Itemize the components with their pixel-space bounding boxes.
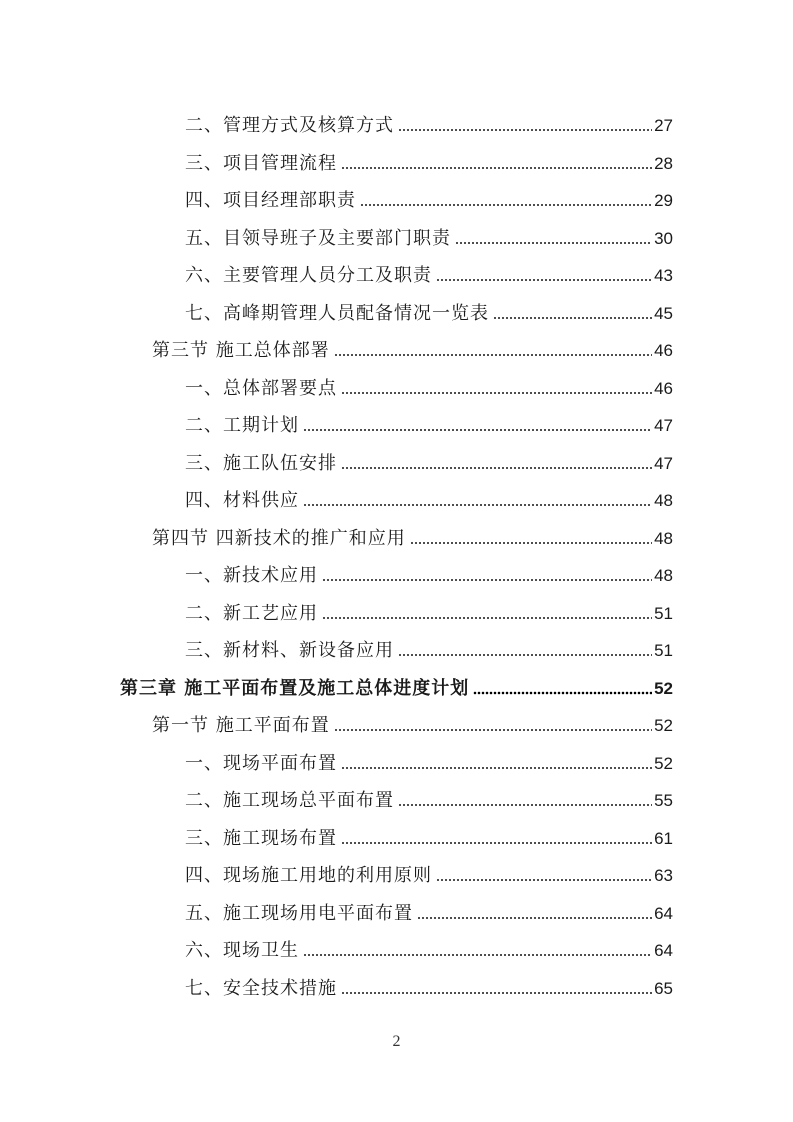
toc-entry[interactable]	[185, 363, 673, 400]
toc-entry[interactable]	[185, 888, 673, 925]
toc-leader-dots	[322, 616, 652, 620]
toc-entry[interactable]	[152, 700, 673, 737]
toc-entry[interactable]	[185, 738, 673, 775]
toc-entry-page: 28	[654, 153, 673, 173]
toc-entry-label: 二、新工艺应用	[185, 602, 318, 624]
toc-entry-page: 47	[654, 416, 673, 435]
toc-entry-label: 二、施工现场总平面布置	[185, 790, 394, 811]
toc-entry-page: 47	[654, 453, 673, 473]
toc-entry[interactable]	[185, 138, 673, 175]
toc-entry[interactable]	[185, 550, 673, 587]
toc-leader-dots	[436, 878, 652, 882]
toc-entry-page: 52	[654, 753, 673, 773]
toc-leader-dots	[341, 166, 652, 170]
toc-entry-page: 46	[654, 378, 673, 398]
toc-entry[interactable]	[120, 663, 673, 700]
toc-entry[interactable]	[185, 925, 673, 962]
toc-entry-page: 51	[654, 603, 673, 623]
toc-entry[interactable]	[185, 625, 673, 662]
toc-entry-page: 46	[654, 341, 673, 360]
toc-entry-label: 六、现场卫生	[185, 940, 299, 961]
toc-leader-dots	[417, 916, 652, 920]
toc-leader-dots	[341, 991, 652, 995]
toc-entry-page: 52	[654, 678, 673, 698]
toc-leader-dots	[341, 841, 652, 845]
toc-leader-dots	[410, 541, 652, 545]
toc-entry-page: 61	[654, 828, 673, 848]
toc-entry-page: 52	[654, 716, 673, 735]
toc-entry-page: 55	[654, 791, 673, 810]
toc-entry-label: 第一节 施工平面布置	[152, 715, 330, 736]
toc-entry-label: 七、高峰期管理人员配备情况一览表	[185, 302, 489, 324]
toc-leader-dots	[334, 353, 652, 357]
toc-entry-label: 一、总体部署要点	[185, 377, 337, 399]
toc-entry[interactable]	[152, 513, 673, 550]
toc-entry[interactable]	[185, 213, 673, 250]
toc-leader-dots	[334, 728, 652, 732]
toc-entry-label: 四、项目经理部职责	[185, 190, 356, 211]
toc-leader-dots	[303, 428, 652, 432]
toc-entry-label: 三、施工队伍安排	[185, 452, 337, 474]
toc-entry[interactable]	[185, 288, 673, 325]
toc-entry-label: 五、目领导班子及主要部门职责	[185, 227, 451, 249]
toc-leader-dots	[436, 278, 652, 282]
toc-entry-label: 一、现场平面布置	[185, 752, 337, 774]
toc-entry-page: 51	[654, 641, 673, 660]
toc-entry[interactable]	[185, 813, 673, 850]
toc-entry[interactable]	[185, 775, 673, 812]
toc-entry[interactable]	[185, 100, 673, 137]
toc-entry-label: 四、现场施工用地的利用原则	[185, 865, 432, 886]
toc-entry-label: 五、施工现场用电平面布置	[185, 902, 413, 924]
toc-entry[interactable]	[185, 175, 673, 212]
toc-entry[interactable]	[185, 250, 673, 287]
toc-entry-label: 二、管理方式及核算方式	[185, 115, 394, 136]
toc-entry-label: 三、项目管理流程	[185, 152, 337, 174]
toc-entry-page: 65	[654, 978, 673, 998]
toc-entry-page: 30	[654, 228, 673, 248]
toc-entry-label: 三、新材料、新设备应用	[185, 640, 394, 661]
toc-entry-label: 二、工期计划	[185, 415, 299, 436]
toc-leader-dots	[473, 691, 652, 695]
toc-leader-dots	[341, 766, 652, 770]
toc-leader-dots	[360, 203, 652, 207]
toc-entry-page: 45	[654, 303, 673, 323]
toc-entry-label: 七、安全技术措施	[185, 977, 337, 999]
toc-entry-label: 三、施工现场布置	[185, 827, 337, 849]
toc-entry-page: 48	[654, 491, 673, 510]
toc-leader-dots	[322, 578, 652, 582]
toc-entry-page: 63	[654, 866, 673, 885]
toc-entry[interactable]	[185, 850, 673, 887]
toc-leader-dots	[455, 241, 652, 245]
toc-entry-page: 64	[654, 941, 673, 960]
toc-entry-label: 第三节 施工总体部署	[152, 340, 330, 361]
toc-entry-page: 43	[654, 266, 673, 285]
toc-leader-dots	[303, 953, 652, 957]
toc-entry[interactable]	[185, 963, 673, 1000]
toc-entry-label: 第三章 施工平面布置及施工总体进度计划	[120, 677, 470, 699]
toc-leader-dots	[341, 466, 652, 470]
toc-entry[interactable]	[185, 475, 673, 512]
toc-leader-dots	[493, 316, 652, 320]
toc-entry-label: 四、材料供应	[185, 490, 299, 511]
toc-entry[interactable]	[185, 400, 673, 437]
toc-entry-label: 一、新技术应用	[185, 565, 318, 586]
toc-leader-dots	[341, 391, 652, 395]
toc-entry-page: 64	[654, 903, 673, 923]
toc-entry[interactable]	[185, 438, 673, 475]
toc-entry-page: 48	[654, 528, 673, 548]
toc-entry[interactable]	[152, 325, 673, 362]
toc-leader-dots	[303, 503, 652, 507]
toc-entry-page: 29	[654, 191, 673, 210]
toc-entry[interactable]	[185, 588, 673, 625]
page-number: 2	[392, 1033, 401, 1050]
toc-leader-dots	[398, 653, 652, 657]
toc-entry-label: 六、主要管理人员分工及职责	[185, 265, 432, 286]
toc-entry-page: 27	[654, 116, 673, 135]
toc-entry-label: 第四节 四新技术的推广和应用	[152, 527, 406, 549]
toc-leader-dots	[398, 803, 652, 807]
toc-leader-dots	[398, 128, 652, 132]
toc-entry-page: 48	[654, 566, 673, 585]
